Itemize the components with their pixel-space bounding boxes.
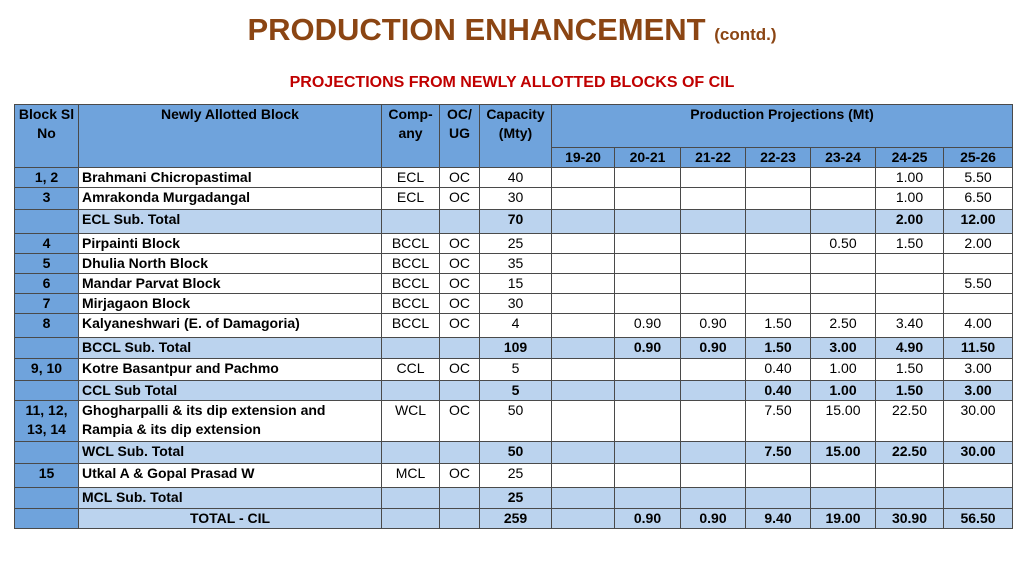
block-sl-no: 5	[15, 254, 79, 274]
oc-ug: OC	[440, 464, 480, 488]
projection-value: 15.00	[811, 401, 876, 442]
block-name: CCL Sub Total	[79, 381, 382, 401]
block-name: Dhulia North Block	[79, 254, 382, 274]
oc-ug	[440, 210, 480, 234]
oc-ug: OC	[440, 254, 480, 274]
projection-value: 3.00	[944, 381, 1013, 401]
company: CCL	[382, 359, 440, 381]
oc-ug	[440, 381, 480, 401]
projections-table	[14, 104, 1013, 529]
table-body	[15, 105, 1013, 529]
header-slno: Block Sl No	[15, 105, 79, 168]
company: ECL	[382, 168, 440, 188]
company: BCCL	[382, 274, 440, 294]
projection-value	[552, 401, 615, 442]
block-sl-no: 3	[15, 188, 79, 210]
title-main: PRODUCTION ENHANCEMENT	[247, 12, 706, 47]
projection-value	[811, 188, 876, 210]
projection-value	[615, 359, 681, 381]
header-capacity: Capacity (Mty)	[480, 105, 552, 168]
capacity: 25	[480, 464, 552, 488]
header-projections: Production Projections (Mt)	[552, 105, 1013, 148]
block-sl-no	[15, 442, 79, 464]
table-row	[15, 294, 1013, 314]
block-name: TOTAL - CIL	[79, 509, 382, 529]
projection-value	[615, 464, 681, 488]
projection-value	[615, 294, 681, 314]
block-name: Mandar Parvat Block	[79, 274, 382, 294]
projection-value	[746, 464, 811, 488]
projection-value: 15.00	[811, 442, 876, 464]
block-sl-no	[15, 210, 79, 234]
projection-value	[552, 234, 615, 254]
projection-value	[615, 442, 681, 464]
header-year: 25-26	[944, 148, 1013, 168]
header-year: 21-22	[681, 148, 746, 168]
projection-value	[746, 274, 811, 294]
projection-value: 1.50	[746, 314, 811, 338]
block-name: Kalyaneshwari (E. of Damagoria)	[79, 314, 382, 338]
projection-value	[552, 464, 615, 488]
projection-value: 3.40	[876, 314, 944, 338]
block-sl-no: 8	[15, 314, 79, 338]
projection-value	[615, 168, 681, 188]
block-sl-no	[15, 338, 79, 359]
projection-value: 5.50	[944, 274, 1013, 294]
projection-value	[552, 509, 615, 529]
oc-ug: OC	[440, 188, 480, 210]
projection-value: 7.50	[746, 401, 811, 442]
capacity: 25	[480, 488, 552, 509]
block-sl-no: 9, 10	[15, 359, 79, 381]
projection-value	[552, 359, 615, 381]
block-name: WCL Sub. Total	[79, 442, 382, 464]
page-title	[0, 12, 1024, 48]
projection-value: 0.90	[615, 338, 681, 359]
projection-value: 3.00	[944, 359, 1013, 381]
projection-value	[681, 188, 746, 210]
projection-value	[552, 210, 615, 234]
projection-value	[876, 294, 944, 314]
header-year: 23-24	[811, 148, 876, 168]
table-row	[15, 168, 1013, 188]
projection-value	[746, 294, 811, 314]
capacity: 35	[480, 254, 552, 274]
block-sl-no: 1, 2	[15, 168, 79, 188]
projection-value	[746, 168, 811, 188]
header-year: 24-25	[876, 148, 944, 168]
projection-value	[876, 254, 944, 274]
projection-value: 30.00	[944, 442, 1013, 464]
projection-value	[615, 210, 681, 234]
capacity: 40	[480, 168, 552, 188]
projection-value: 0.40	[746, 381, 811, 401]
projection-value	[681, 210, 746, 234]
subtotal-row	[15, 442, 1013, 464]
block-sl-no	[15, 488, 79, 509]
projection-value	[552, 168, 615, 188]
oc-ug: OC	[440, 234, 480, 254]
projection-value: 7.50	[746, 442, 811, 464]
capacity: 30	[480, 188, 552, 210]
projection-value	[746, 234, 811, 254]
block-sl-no	[15, 509, 79, 529]
header-block: Newly Allotted Block	[79, 105, 382, 168]
block-name: BCCL Sub. Total	[79, 338, 382, 359]
projection-value	[615, 188, 681, 210]
table-row	[15, 464, 1013, 488]
page-subtitle: PROJECTIONS FROM NEWLY ALLOTTED BLOCKS OF CIL	[289, 74, 735, 91]
projection-value	[552, 488, 615, 509]
projection-value: 22.50	[876, 401, 944, 442]
company	[382, 488, 440, 509]
projection-value	[615, 488, 681, 509]
projection-value: 1.50	[746, 338, 811, 359]
projection-value: 0.90	[615, 509, 681, 529]
capacity: 4	[480, 314, 552, 338]
oc-ug	[440, 509, 480, 529]
total-row	[15, 509, 1013, 529]
projection-value	[681, 168, 746, 188]
company: WCL	[382, 401, 440, 442]
projection-value	[681, 254, 746, 274]
company: ECL	[382, 188, 440, 210]
header-year: 19-20	[552, 148, 615, 168]
block-sl-no: 6	[15, 274, 79, 294]
projection-value: 1.50	[876, 381, 944, 401]
block-name: Pirpainti Block	[79, 234, 382, 254]
table-row	[15, 401, 1013, 442]
header-ocug: OC/ UG	[440, 105, 480, 168]
company: BCCL	[382, 294, 440, 314]
projection-value: 2.00	[944, 234, 1013, 254]
projection-value	[811, 274, 876, 294]
block-sl-no: 11, 12, 13, 14	[15, 401, 79, 442]
oc-ug: OC	[440, 401, 480, 442]
projection-value	[876, 274, 944, 294]
projection-value: 1.00	[876, 188, 944, 210]
block-sl-no: 15	[15, 464, 79, 488]
projection-value	[811, 210, 876, 234]
projection-value	[552, 254, 615, 274]
subtotal-row	[15, 381, 1013, 401]
projection-value	[615, 254, 681, 274]
projection-value	[746, 254, 811, 274]
projection-value: 9.40	[746, 509, 811, 529]
block-name: Utkal A & Gopal Prasad W	[79, 464, 382, 488]
table-row	[15, 188, 1013, 210]
block-name: Amrakonda Murgadangal	[79, 188, 382, 210]
capacity: 5	[480, 359, 552, 381]
projection-value: 4.90	[876, 338, 944, 359]
company	[382, 509, 440, 529]
projection-value: 2.50	[811, 314, 876, 338]
header-company: Comp-any	[382, 105, 440, 168]
oc-ug: OC	[440, 359, 480, 381]
projection-value	[552, 442, 615, 464]
table-row	[15, 234, 1013, 254]
projection-value	[681, 294, 746, 314]
block-sl-no: 4	[15, 234, 79, 254]
capacity: 109	[480, 338, 552, 359]
subtotal-row	[15, 338, 1013, 359]
header-year: 22-23	[746, 148, 811, 168]
block-sl-no	[15, 381, 79, 401]
projection-value	[681, 464, 746, 488]
projection-value	[681, 359, 746, 381]
title-suffix: (contd.)	[714, 25, 777, 44]
projection-value	[746, 488, 811, 509]
projection-value: 3.00	[811, 338, 876, 359]
projection-value	[681, 381, 746, 401]
oc-ug: OC	[440, 314, 480, 338]
projection-value	[681, 274, 746, 294]
projection-value: 0.50	[811, 234, 876, 254]
projection-value: 0.90	[681, 314, 746, 338]
projection-value	[811, 254, 876, 274]
projection-value: 56.50	[944, 509, 1013, 529]
projection-value: 1.00	[811, 381, 876, 401]
projection-value	[811, 464, 876, 488]
projection-value: 1.50	[876, 234, 944, 254]
capacity: 70	[480, 210, 552, 234]
projection-value	[876, 488, 944, 509]
block-name: MCL Sub. Total	[79, 488, 382, 509]
projection-value	[552, 188, 615, 210]
oc-ug: OC	[440, 168, 480, 188]
capacity: 50	[480, 401, 552, 442]
capacity: 259	[480, 509, 552, 529]
capacity: 50	[480, 442, 552, 464]
projection-value	[552, 274, 615, 294]
subtotal-row	[15, 488, 1013, 509]
block-name: Mirjagaon Block	[79, 294, 382, 314]
projection-value: 30.90	[876, 509, 944, 529]
block-name: Kotre Basantpur and Pachmo	[79, 359, 382, 381]
company	[382, 442, 440, 464]
company: BCCL	[382, 314, 440, 338]
capacity: 15	[480, 274, 552, 294]
company: MCL	[382, 464, 440, 488]
projection-value: 1.00	[876, 168, 944, 188]
projection-value: 2.00	[876, 210, 944, 234]
oc-ug	[440, 442, 480, 464]
projection-value: 19.00	[811, 509, 876, 529]
block-name: Brahmani Chicropastimal	[79, 168, 382, 188]
block-name: Ghogharpalli & its dip extension and Rampia & its dip extension	[79, 401, 382, 442]
table-row	[15, 314, 1013, 338]
block-name: ECL Sub. Total	[79, 210, 382, 234]
projection-value	[876, 464, 944, 488]
projection-value: 12.00	[944, 210, 1013, 234]
projection-value: 0.90	[681, 509, 746, 529]
projection-value	[811, 168, 876, 188]
oc-ug: OC	[440, 294, 480, 314]
table-row	[15, 359, 1013, 381]
table-row	[15, 274, 1013, 294]
oc-ug	[440, 338, 480, 359]
company: BCCL	[382, 254, 440, 274]
projection-value	[811, 488, 876, 509]
projection-value	[746, 188, 811, 210]
projection-value: 22.50	[876, 442, 944, 464]
header-row-1	[15, 105, 1013, 148]
capacity: 30	[480, 294, 552, 314]
table-row	[15, 254, 1013, 274]
projection-value	[681, 442, 746, 464]
company: BCCL	[382, 234, 440, 254]
projection-value	[552, 314, 615, 338]
company	[382, 381, 440, 401]
subtotal-row	[15, 210, 1013, 234]
company	[382, 210, 440, 234]
projection-value	[681, 488, 746, 509]
projection-value: 5.50	[944, 168, 1013, 188]
projection-value: 4.00	[944, 314, 1013, 338]
projection-value	[944, 254, 1013, 274]
capacity: 25	[480, 234, 552, 254]
projection-value: 0.40	[746, 359, 811, 381]
projection-value	[615, 274, 681, 294]
projection-value: 1.50	[876, 359, 944, 381]
projection-value	[746, 210, 811, 234]
oc-ug: OC	[440, 274, 480, 294]
projection-value	[944, 294, 1013, 314]
projection-value: 0.90	[615, 314, 681, 338]
projection-value	[944, 464, 1013, 488]
projection-value	[615, 401, 681, 442]
projection-value: 1.00	[811, 359, 876, 381]
projection-value	[552, 338, 615, 359]
header-year: 20-21	[615, 148, 681, 168]
projection-value	[615, 381, 681, 401]
capacity: 5	[480, 381, 552, 401]
projection-value	[681, 234, 746, 254]
company	[382, 338, 440, 359]
projection-value	[615, 234, 681, 254]
oc-ug	[440, 488, 480, 509]
projection-value	[944, 488, 1013, 509]
projection-value	[811, 294, 876, 314]
projection-value	[552, 381, 615, 401]
projection-value	[552, 294, 615, 314]
projection-value: 0.90	[681, 338, 746, 359]
projection-value: 11.50	[944, 338, 1013, 359]
block-sl-no: 7	[15, 294, 79, 314]
projection-value: 6.50	[944, 188, 1013, 210]
projection-value: 30.00	[944, 401, 1013, 442]
projection-value	[681, 401, 746, 442]
